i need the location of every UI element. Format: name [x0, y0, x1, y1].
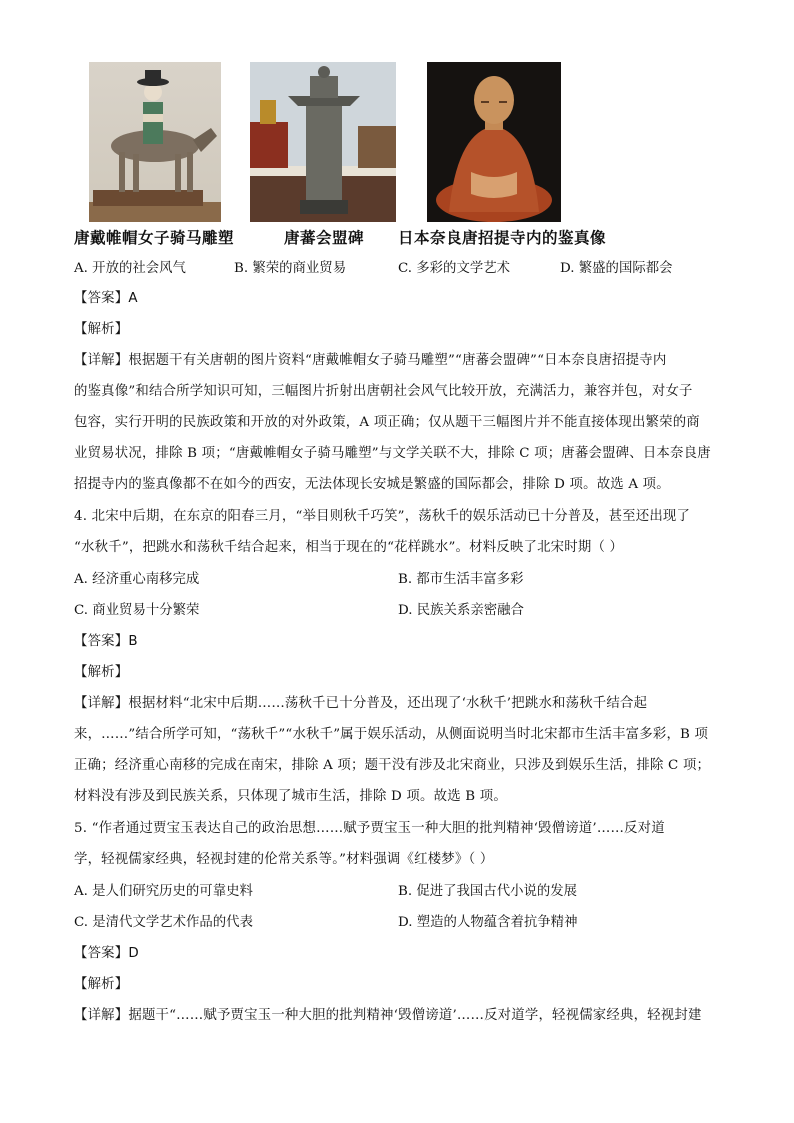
q4-answer: 【答案】B — [74, 634, 138, 649]
figure-alliance-stele — [250, 62, 396, 222]
q4-stem-line: “水秋千”，把跳水和荡秋千结合起来，相当于现在的“花样跳水”。材料反映了北宋时期（ ） — [74, 540, 624, 555]
q3-option-b: B. 繁荣的商业贸易 — [234, 261, 347, 276]
q5-option-c: C. 是清代文学艺术作品的代表 — [74, 915, 253, 930]
figure-jianzhen-statue — [427, 62, 561, 222]
q3-detail-line: 【详解】根据题干有关唐朝的图片资料“唐戴帷帽女子骑马雕塑”“唐蕃会盟碑”“日本奈良唐招提寺内 — [74, 353, 667, 368]
q5-stem-line: 学，轻视儒家经典，轻视封建的伦常关系等。”材料强调《红楼梦》（ ） — [74, 852, 494, 867]
q4-option-b: B. 都市生活丰富多彩 — [398, 572, 524, 587]
figure-caption-stele: 唐蕃会盟碑 — [284, 228, 365, 247]
q3-option-d: D. 繁盛的国际都会 — [560, 261, 673, 276]
q4-detail-line: 【详解】根据材料“北宋中后期……荡秋千已十分普及，还出现了‘水秋千’把跳水和荡秋千结合起 — [74, 696, 648, 711]
q5-analysis-heading: 【解析】 — [74, 977, 129, 992]
q4-option-d: D. 民族关系亲密融合 — [398, 603, 524, 618]
q5-answer: 【答案】D — [74, 946, 139, 961]
q4-option-c: C. 商业贸易十分繁荣 — [74, 603, 200, 618]
figure-caption-jianzhen: 日本奈良唐招提寺内的鉴真像 — [398, 228, 607, 247]
q4-detail-line: 来，……”结合所学可知，“荡秋千”“水秋千”属于娱乐活动，从侧面说明当时北宋都市生活丰富多彩，B 项 — [74, 727, 709, 742]
q5-option-a: A. 是人们研究历史的可靠史料 — [74, 884, 253, 899]
q3-option-c: C. 多彩的文学艺术 — [398, 261, 511, 276]
figure-horse-rider-sculpture — [89, 62, 221, 222]
q3-option-a: A. 开放的社会风气 — [74, 261, 186, 276]
q5-option-b: B. 促进了我国古代小说的发展 — [398, 884, 578, 899]
q3-detail-line: 包容，实行开明的民族政策和开放的对外政策，A 项正确；仅从题干三幅图片并不能直接体现出繁荣的商 — [74, 415, 700, 430]
q5-detail-line: 【详解】据题干“……赋予贾宝玉一种大胆的批判精神‘毁僧谤道’……反对道学，轻视儒家经典，轻视封建 — [74, 1008, 702, 1023]
q3-detail-line: 业贸易状况，排除 B 项；“唐戴帷帽女子骑马雕塑”与文学关联不大，排除 C 项；唐蕃会盟碑、日本奈良唐 — [74, 446, 711, 461]
q4-option-a: A. 经济重心南移完成 — [74, 572, 200, 587]
q4-stem-line: 4. 北宋中后期，在东京的阳春三月，“举目则秋千巧笑”，荡秋千的娱乐活动已十分普及，甚至还出现了 — [74, 509, 691, 524]
q4-detail-line: 正确；经济重心南移的完成在南宋，排除 A 项；题干没有涉及北宋商业，只涉及到娱乐生活，排除 C 项； — [74, 758, 711, 773]
q3-analysis-heading: 【解析】 — [74, 322, 129, 337]
figure-caption-horse-rider: 唐戴帷帽女子骑马雕塑 — [74, 228, 235, 247]
q4-detail-line: 材料没有涉及到民族关系，只体现了城市生活，排除 D 项。故选 B 项。 — [74, 789, 507, 804]
q5-option-d: D. 塑造的人物蕴含着抗争精神 — [398, 915, 578, 930]
q5-stem-line: 5. “作者通过贾宝玉表达自己的政治思想……赋予贾宝玉一种大胆的批判精神‘毁僧谤道’……反对道 — [74, 821, 665, 836]
q4-analysis-heading: 【解析】 — [74, 665, 129, 680]
q3-detail-line: 的鉴真像”和结合所学知识可知，三幅图片折射出唐朝社会风气比较开放，充满活力，兼容并包，对女子 — [74, 384, 693, 399]
q3-answer: 【答案】A — [74, 291, 138, 306]
q3-detail-line: 招提寺内的鉴真像都不在如今的西安，无法体现长安城是繁盛的国际都会，排除 D 项。故选 A 项。 — [74, 477, 670, 492]
